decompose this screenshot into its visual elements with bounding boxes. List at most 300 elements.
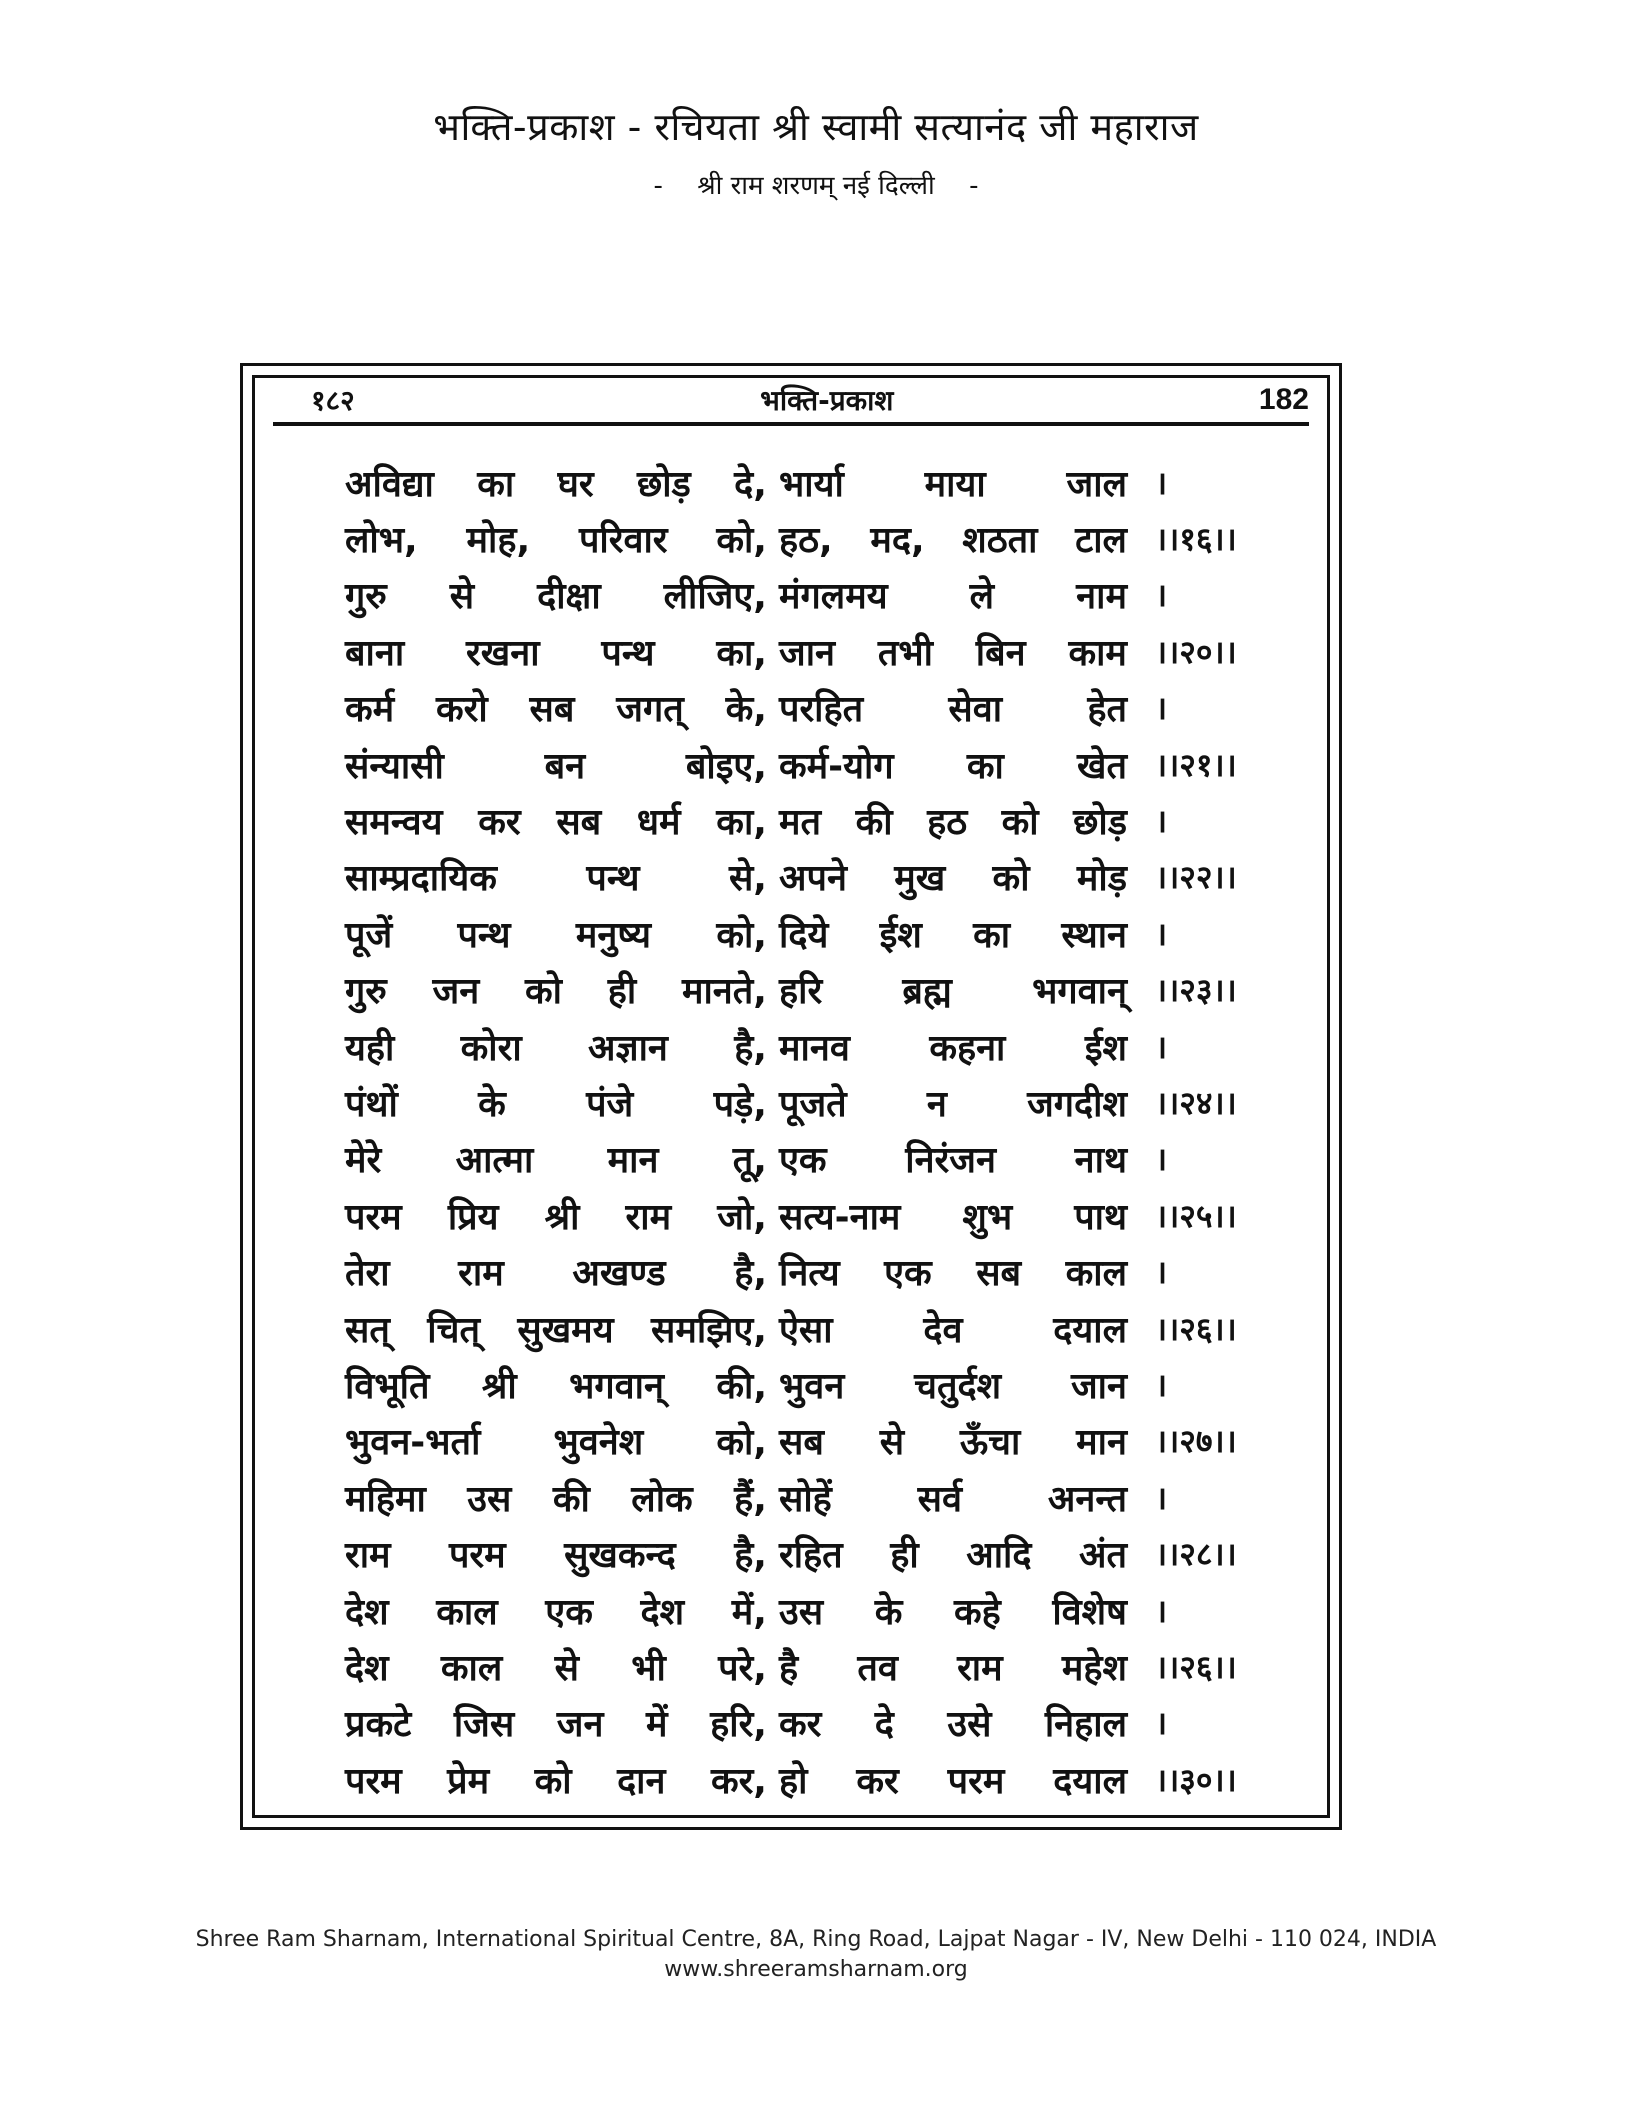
verse-marker: । — [1155, 1478, 1168, 1517]
verse-word: बिन — [975, 632, 1026, 674]
verse-word: चतुर्दश — [914, 1365, 1002, 1407]
document-subtitle-row — [0, 166, 1632, 202]
verse-word: हो — [779, 1760, 808, 1802]
document-title: भक्ति-प्रकाश - रचियता श्री स्वामी सत्यानंद जी महाराज — [433, 105, 1199, 149]
verse-second-half — [779, 1247, 1127, 1296]
verse-word: को — [525, 971, 562, 1013]
verse-word: मानव — [779, 1027, 850, 1069]
verse-word: जगदीश — [1027, 1083, 1127, 1125]
verse-second-half — [779, 1360, 1127, 1409]
verse-word: राम — [345, 1535, 391, 1577]
book-page-frame — [240, 363, 1342, 1830]
verse-marker: । — [1155, 689, 1168, 728]
verse-word: कर, — [710, 1760, 767, 1802]
verse-word: मेरे — [345, 1140, 382, 1182]
verse-line — [345, 905, 1275, 961]
verse-first-half — [345, 627, 767, 676]
verse-second-half — [779, 1642, 1127, 1691]
verse-word: श्री — [544, 1196, 580, 1238]
verse-word: परिवार — [578, 520, 668, 562]
verse-word: कर्म — [345, 689, 395, 731]
verse-word: घर — [557, 463, 594, 505]
verse-line — [345, 680, 1275, 736]
verse-word: को, — [716, 914, 767, 956]
subtitle-dash-left: - — [653, 171, 663, 201]
verse-first-half — [345, 514, 767, 563]
verse-marker: । — [1155, 1027, 1168, 1066]
verse-line — [345, 1300, 1275, 1356]
verse-word: का, — [716, 802, 767, 844]
verse-word: छोड़ — [1073, 802, 1127, 844]
verse-word: से — [879, 1422, 905, 1464]
document-subtitle: श्री राम शरणम् नई दिल्ली — [697, 171, 935, 201]
verse-word: देश — [345, 1647, 389, 1689]
verse-word: से — [554, 1647, 579, 1689]
verse-word: कर — [478, 802, 521, 844]
verse-word: एक — [884, 1253, 932, 1295]
verse-word: यही — [345, 1027, 395, 1069]
verse-word: है, — [734, 1535, 767, 1577]
verse-word: परे, — [718, 1647, 767, 1689]
verse-word: को — [992, 858, 1030, 900]
verse-marker: । — [1155, 463, 1168, 502]
verse-word: की — [855, 802, 893, 844]
verse-word: ऊँचा — [959, 1422, 1021, 1464]
verse-word: मद, — [870, 520, 925, 562]
verse-word: दे, — [734, 463, 767, 505]
verse-word: समन्वय — [345, 802, 443, 844]
verse-word: माया — [924, 463, 986, 505]
verse-word: की — [552, 1478, 590, 1520]
verse-marker: ।।२०।। — [1155, 632, 1237, 671]
verse-word: जन — [432, 971, 480, 1013]
verse-word: प्रकटे — [345, 1704, 412, 1746]
verse-word: सब — [976, 1253, 1022, 1295]
verse-word: दे — [874, 1704, 894, 1746]
verse-word: शठता — [962, 520, 1038, 562]
verse-line — [345, 736, 1275, 792]
footer-address: Shree Ram Sharnam, International Spiritual Centre, 8A, Ring Road, Lajpat Nagar - IV, New Delhi - 110 024, INDIA — [195, 1927, 1437, 1952]
running-title: भक्ति-प्रकाश — [760, 384, 894, 417]
verse-word: परम — [345, 1760, 402, 1802]
verse-word: दिये — [779, 914, 829, 956]
verse-word: ब्रह्म — [902, 971, 952, 1013]
verse-line — [345, 792, 1275, 848]
verse-word: से — [449, 576, 475, 618]
verse-word: पाथ — [1074, 1196, 1127, 1238]
verse-second-half — [779, 1755, 1127, 1804]
verse-word: भी — [631, 1647, 666, 1689]
verse-second-half — [779, 852, 1127, 901]
verse-marker: ।।२२।। — [1155, 858, 1237, 897]
verse-marker: ।।२३।। — [1155, 971, 1237, 1010]
verse-word: कर — [779, 1704, 822, 1746]
verse-line — [345, 1356, 1275, 1412]
verse-word: अनन्त — [1047, 1478, 1127, 1520]
verse-word: जो, — [717, 1196, 767, 1238]
verse-second-half — [779, 740, 1127, 789]
verse-word: का — [477, 463, 515, 505]
verse-word: निहाल — [1044, 1704, 1127, 1746]
verse-word: देश — [345, 1591, 389, 1633]
verse-word: हठ, — [779, 520, 833, 562]
verse-line — [345, 510, 1275, 566]
verse-marker: । — [1155, 802, 1168, 841]
verse-word: विशेष — [1052, 1591, 1127, 1633]
verse-word: जाल — [1066, 463, 1127, 505]
verse-word: देश — [640, 1591, 685, 1633]
verse-word: एक — [779, 1140, 827, 1182]
verse-word: अज्ञान — [587, 1027, 668, 1069]
verse-word: में — [646, 1704, 668, 1746]
verse-word: लीजिए, — [663, 576, 767, 618]
verse-second-half — [779, 570, 1127, 619]
verse-word: दीक्षा — [537, 576, 601, 618]
verse-second-half — [779, 1529, 1127, 1578]
verse-word: जन — [556, 1704, 604, 1746]
verse-word: जान — [779, 632, 836, 674]
verse-first-half — [345, 965, 767, 1014]
verse-marker: । — [1155, 1253, 1168, 1292]
verse-word: शुभ — [962, 1196, 1013, 1238]
verse-word: ही — [890, 1535, 919, 1577]
verse-second-half — [779, 1473, 1127, 1522]
verse-word: तभी — [877, 632, 933, 674]
verse-word: पन्थ — [601, 632, 655, 674]
verse-first-half — [345, 1586, 767, 1635]
verse-word: नाम — [1076, 576, 1127, 618]
verse-word: के — [874, 1591, 903, 1633]
verse-word: भगवान् — [1032, 971, 1127, 1013]
verse-marker: । — [1155, 1704, 1168, 1743]
verse-first-half — [345, 1022, 767, 1071]
verse-word: जिस — [453, 1704, 515, 1746]
verse-word: भार्या — [779, 463, 844, 505]
verse-word: सब — [529, 689, 575, 731]
verse-word: दयाल — [1053, 1309, 1127, 1351]
verse-first-half — [345, 1360, 767, 1409]
verse-line — [345, 1751, 1275, 1807]
verse-first-half — [345, 740, 767, 789]
verse-word: न — [926, 1083, 947, 1125]
verse-line — [345, 1525, 1275, 1581]
verse-second-half — [779, 458, 1127, 507]
verse-word: ईश — [879, 914, 922, 956]
verse-second-half — [779, 965, 1127, 1014]
verse-word: राम — [625, 1196, 672, 1238]
verse-word: एक — [545, 1591, 593, 1633]
verse-word: काल — [440, 1647, 503, 1689]
verse-word: मत — [779, 802, 822, 844]
verse-word: साम्प्रदायिक — [345, 858, 497, 900]
verse-word: सुखमय — [517, 1309, 614, 1351]
verse-first-half — [345, 1642, 767, 1691]
verse-word: जगत् — [616, 689, 684, 731]
verse-word: देव — [923, 1309, 963, 1351]
verse-word: कोरा — [460, 1027, 522, 1069]
page-number: 182 — [1258, 383, 1309, 416]
verse-line — [345, 962, 1275, 1018]
verse-word: पन्थ — [586, 858, 640, 900]
verse-word: स्थान — [1061, 914, 1127, 956]
verse-word: से, — [728, 858, 767, 900]
verse-first-half — [345, 909, 767, 958]
verse-marker: ।।२६।। — [1155, 1647, 1237, 1686]
verse-word: है — [779, 1647, 799, 1689]
verse-line — [345, 454, 1275, 510]
book-page — [252, 375, 1330, 1818]
verse-marker: ।।३०।। — [1155, 1760, 1237, 1799]
verse-second-half — [779, 1586, 1127, 1635]
verse-word: सेवा — [948, 689, 1003, 731]
verse-word: भुवन-भर्ता — [345, 1422, 481, 1464]
verse-word: ले — [969, 576, 995, 618]
verse-word: काल — [436, 1591, 498, 1633]
verse-word: आत्मा — [455, 1140, 534, 1182]
verse-word: श्री — [481, 1365, 517, 1407]
verse-word: कहे — [953, 1591, 1001, 1633]
verse-second-half — [779, 1304, 1127, 1353]
verse-word: गुरु — [345, 576, 387, 618]
verse-word: धर्म — [636, 802, 681, 844]
verse-first-half — [345, 852, 767, 901]
verse-word: मोह, — [466, 520, 531, 562]
verse-second-half — [779, 627, 1127, 676]
verse-marker: । — [1155, 576, 1168, 615]
verse-word: हरि — [779, 971, 823, 1013]
verse-word: का, — [716, 632, 767, 674]
verse-word: अविद्या — [345, 463, 434, 505]
verse-word: ऐसा — [779, 1309, 833, 1351]
verse-word: को, — [716, 1422, 767, 1464]
verse-word: महेश — [1061, 1647, 1127, 1689]
verse-word: रहित — [779, 1535, 843, 1577]
verse-first-half — [345, 1529, 767, 1578]
verse-marker: । — [1155, 914, 1168, 953]
verse-line — [345, 1187, 1275, 1243]
verse-line — [345, 567, 1275, 623]
verse-word: तेरा — [345, 1253, 390, 1295]
verse-word: जान — [1070, 1365, 1127, 1407]
verse-word: लोभ, — [345, 520, 418, 562]
verse-first-half — [345, 1304, 767, 1353]
verse-word: विभूति — [345, 1365, 430, 1407]
verse-word: लोक — [631, 1478, 693, 1520]
verse-word: नित्य — [779, 1253, 840, 1295]
verse-word: परम — [947, 1760, 1005, 1802]
verse-word: सब — [556, 802, 602, 844]
verse-word: है, — [734, 1027, 767, 1069]
verse-word: आदि — [966, 1535, 1032, 1577]
verse-second-half — [779, 1134, 1127, 1183]
verse-word: समझिए, — [651, 1309, 767, 1351]
verse-word: राम — [957, 1647, 1003, 1689]
verse-second-half — [779, 1078, 1127, 1127]
verse-word: महिमा — [345, 1478, 426, 1520]
verse-second-half — [779, 796, 1127, 845]
verse-word: सत्य-नाम — [779, 1196, 901, 1238]
verse-marker: ।।२४।। — [1155, 1083, 1237, 1122]
verse-line — [345, 623, 1275, 679]
verse-word: कर्म-योग — [779, 745, 894, 787]
verse-first-half — [345, 458, 767, 507]
verse-first-half — [345, 1134, 767, 1183]
verse-list — [345, 454, 1275, 1807]
verse-second-half — [779, 1698, 1127, 1747]
verse-second-half — [779, 1416, 1127, 1465]
verse-word: रखना — [466, 632, 540, 674]
verse-word: को, — [716, 520, 767, 562]
verse-second-half — [779, 683, 1127, 732]
verse-word: उस — [779, 1591, 824, 1633]
verse-line — [345, 1131, 1275, 1187]
verse-word: पंथों — [345, 1083, 398, 1125]
page-number-hindi: १८२ — [311, 384, 355, 417]
verse-word: राम — [458, 1253, 504, 1295]
verse-word: छोड़ — [636, 463, 691, 505]
verse-word: हेत — [1087, 689, 1127, 731]
verse-marker: । — [1155, 1365, 1168, 1404]
verse-word: सोहें — [779, 1478, 832, 1520]
verse-word: पूजें — [345, 914, 393, 956]
verse-word: तव — [857, 1647, 898, 1689]
verse-word: है, — [734, 1253, 767, 1295]
verse-word: कहना — [929, 1027, 1006, 1069]
verse-word: सर्व — [917, 1478, 963, 1520]
verse-word: को — [534, 1760, 572, 1802]
verse-word: को — [1001, 802, 1039, 844]
verse-word: हठ — [927, 802, 968, 844]
verse-second-half — [779, 1191, 1127, 1240]
verse-word: पन्थ — [457, 914, 511, 956]
verse-word: उस — [467, 1478, 512, 1520]
verse-word: दान — [617, 1760, 666, 1802]
verse-line — [345, 1074, 1275, 1130]
verse-word: नाथ — [1074, 1140, 1127, 1182]
verse-word: में, — [731, 1591, 767, 1633]
verse-word: हैं, — [734, 1478, 767, 1520]
verse-line — [345, 1638, 1275, 1694]
document-footer — [0, 1925, 1632, 1985]
verse-word: टाल — [1075, 520, 1127, 562]
verse-word: गुरु — [345, 971, 387, 1013]
verse-word: तू, — [732, 1140, 767, 1182]
verse-word: का — [973, 914, 1011, 956]
verse-line — [345, 1695, 1275, 1751]
verse-word: काल — [1065, 1253, 1127, 1295]
verse-first-half — [345, 1473, 767, 1522]
verse-word: सब — [779, 1422, 824, 1464]
verse-word: मंगलमय — [779, 576, 888, 618]
verse-marker: ।।२६।। — [1155, 1309, 1237, 1348]
document-header — [0, 100, 1632, 202]
verse-word: मोड़ — [1076, 858, 1127, 900]
verse-word: ही — [607, 971, 637, 1013]
verse-word: भुवन — [779, 1365, 845, 1407]
verse-word: उसे — [947, 1704, 992, 1746]
verse-word: कर — [856, 1760, 899, 1802]
verse-word: निरंजन — [905, 1140, 996, 1182]
verse-word: खेत — [1077, 745, 1127, 787]
verse-first-half — [345, 1755, 767, 1804]
verse-marker: ।।२१।। — [1155, 745, 1237, 784]
footer-website: www.shreeramsharnam.org — [664, 1957, 968, 1982]
verse-line — [345, 1413, 1275, 1469]
verse-word: के, — [725, 689, 767, 731]
verse-word: प्रिय — [447, 1196, 499, 1238]
verse-word: का — [966, 745, 1004, 787]
verse-line — [345, 1582, 1275, 1638]
verse-word: के — [478, 1083, 506, 1125]
verse-first-half — [345, 1698, 767, 1747]
verse-first-half — [345, 683, 767, 732]
book-page-header — [273, 378, 1309, 426]
verse-word: की, — [716, 1365, 767, 1407]
verse-word: मुख — [894, 858, 946, 900]
verse-first-half — [345, 1078, 767, 1127]
verse-word: सत् — [345, 1309, 390, 1351]
verse-line — [345, 849, 1275, 905]
verse-word: काम — [1068, 632, 1127, 674]
verse-word: अपने — [779, 858, 847, 900]
verse-line — [345, 1243, 1275, 1299]
verse-word: परम — [448, 1535, 506, 1577]
subtitle-dash-right: - — [969, 171, 979, 201]
verse-word: पूजते — [779, 1083, 847, 1125]
verse-word: प्रेम — [447, 1760, 490, 1802]
verse-first-half — [345, 1247, 767, 1296]
verse-word: भुवनेश — [553, 1422, 644, 1464]
verse-word: परहित — [779, 689, 864, 731]
verse-word: परम — [345, 1196, 402, 1238]
verse-word: अंत — [1078, 1535, 1127, 1577]
verse-second-half — [779, 909, 1127, 958]
verse-line — [345, 1469, 1275, 1525]
verse-word: अखण्ड — [572, 1253, 666, 1295]
verse-second-half — [779, 1022, 1127, 1071]
verse-word: ईश — [1084, 1027, 1127, 1069]
verse-marker: ।।२८।। — [1155, 1535, 1237, 1574]
verse-word: पड़े, — [713, 1083, 767, 1125]
verse-word: भगवान् — [569, 1365, 664, 1407]
verse-marker: । — [1155, 1591, 1168, 1630]
verse-first-half — [345, 796, 767, 845]
verse-word: मानते, — [681, 971, 767, 1013]
verse-marker: ।।२५।। — [1155, 1196, 1237, 1235]
verse-first-half — [345, 1191, 767, 1240]
verse-word: बन — [544, 745, 586, 787]
verse-word: करो — [436, 689, 488, 731]
verse-word: मनुष्य — [575, 914, 652, 956]
verse-word: सुखकन्द — [564, 1535, 676, 1577]
verse-word: पंजे — [586, 1083, 634, 1125]
verse-first-half — [345, 1416, 767, 1465]
verse-marker: । — [1155, 1140, 1168, 1179]
verse-line — [345, 1018, 1275, 1074]
verse-second-half — [779, 514, 1127, 563]
verse-word: मान — [1076, 1422, 1127, 1464]
verse-marker: ।।१६।। — [1155, 520, 1237, 559]
verse-word: हरि, — [710, 1704, 767, 1746]
verse-word: संन्यासी — [345, 745, 444, 787]
verse-word: दयाल — [1053, 1760, 1127, 1802]
verse-marker: ।।२७।। — [1155, 1422, 1237, 1461]
verse-word: मान — [607, 1140, 659, 1182]
verse-word: बोइए, — [685, 745, 767, 787]
verse-word: चित् — [427, 1309, 480, 1351]
verse-word: बाना — [345, 632, 405, 674]
verse-first-half — [345, 570, 767, 619]
